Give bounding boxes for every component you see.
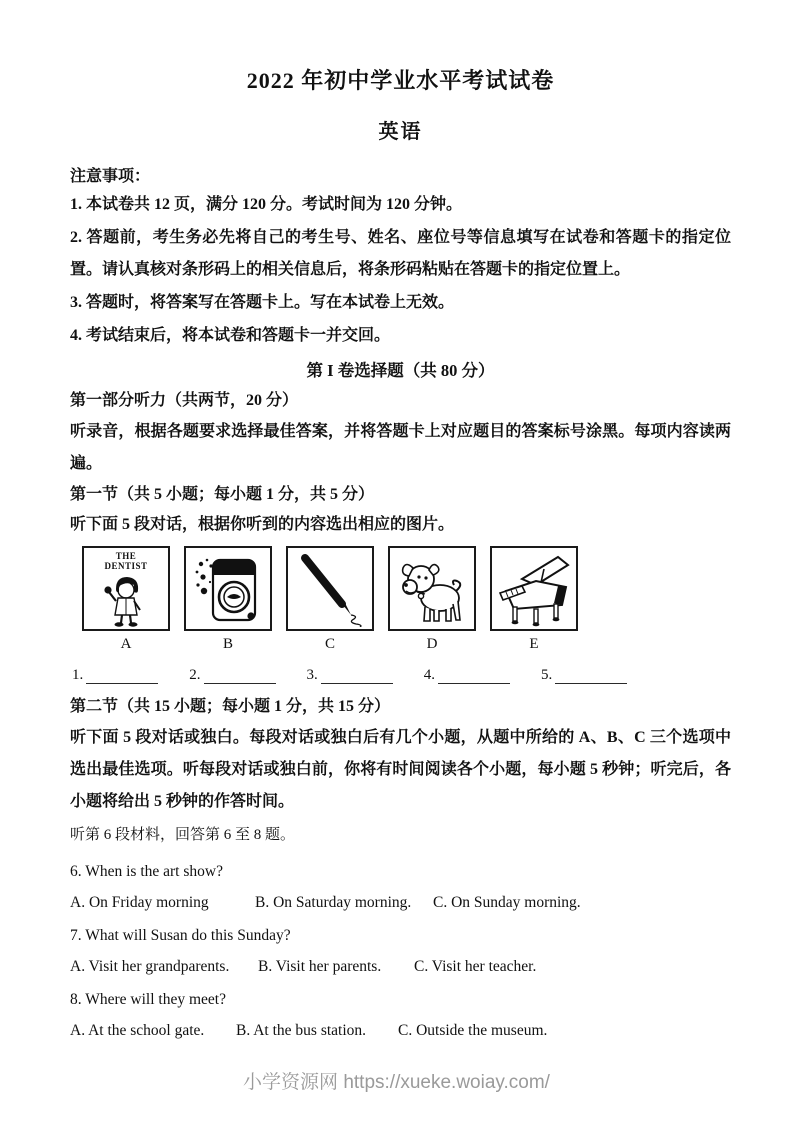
question-6-option-a: A. On Friday morning: [70, 894, 209, 911]
part1-heading: 第一部分听力（共两节，20 分）: [70, 392, 299, 409]
question-8-option-c: C. Outside the museum.: [398, 1022, 548, 1039]
question-6-text: 6. When is the art show?: [70, 863, 223, 880]
section1-2-instructions: 听下面 5 段对话或独白。每段对话或独白后有几个小题，从题中所给的 A、B、C 三个选项中选出最佳选项。听每段对话或独白前，你将有时间阅读各个小题，每小题 5 秒钟；听完后，各小题将给出 5 秒钟的作答时间。: [70, 729, 731, 810]
question-7-option-b: B. Visit her parents.: [258, 958, 382, 975]
dentist-image: [86, 571, 166, 629]
picture-label-b: B: [222, 636, 233, 652]
blank-number: 4.: [423, 667, 435, 683]
question-6-options: [70, 892, 731, 914]
picture-label-e: E: [529, 636, 539, 652]
answer-blanks-row: [72, 667, 731, 684]
question-7-option-c: C. Visit her teacher.: [414, 958, 537, 975]
answer-blank-1: [72, 667, 158, 684]
picture-label-c: C: [324, 636, 335, 652]
notices-heading: 注意事项：: [70, 168, 151, 185]
picture-row: [82, 546, 731, 653]
volume-heading: 第 I 卷选择题（共 80 分）: [306, 361, 495, 380]
blank-number: 3.: [306, 667, 318, 683]
section1-1-instructions: 听下面 5 段对话，根据你听到的内容选出相应的图片。: [70, 516, 455, 533]
picture-box-c: [286, 546, 374, 631]
question-7-text: 7. What will Susan do this Sunday?: [70, 927, 291, 944]
notice-item-4: 4. 考试结束后，将本试卷和答题卡一并交回。: [70, 327, 391, 344]
section1-2-heading: 第二节（共 15 小题；每小题 1 分，共 15 分）: [70, 698, 391, 715]
question-8-text: 8. Where will they meet?: [70, 991, 226, 1008]
answer-blank-2: [189, 667, 275, 684]
blank-line: [438, 669, 510, 684]
washing-machine-image: [188, 551, 268, 627]
picture-cell-c: [286, 546, 374, 653]
notice-item-2: 2. 答题前，考生务必先将自己的考生号、姓名、座位号等信息填写在试卷和答题卡的指定位置。请认真核对条形码上的相关信息后，将条形码粘贴在答题卡的指定位置上。: [70, 229, 731, 278]
blank-line: [555, 669, 627, 684]
question-7-option-a: A. Visit her grandparents.: [70, 958, 230, 975]
blank-number: 2.: [189, 667, 201, 683]
picture-box-b: [184, 546, 272, 631]
question-8-option-b: B. At the bus station.: [236, 1022, 367, 1039]
picture-cell-d: [388, 546, 476, 653]
picture-label-a: A: [120, 636, 132, 652]
picture-cell-b: [184, 546, 272, 653]
material-note: 听第 6 段材料，回答第 6 至 8 题。: [70, 827, 296, 843]
picture-cell-e: [490, 546, 578, 653]
blank-line: [321, 669, 393, 684]
blank-line: [86, 669, 158, 684]
pen-image: [290, 551, 370, 627]
question-8-options: [70, 1020, 731, 1042]
dog-image: [392, 551, 472, 627]
watermark-footer: 小学资源网 https://xueke.woiay.com/: [243, 1072, 550, 1093]
question-6-option-b: B. On Saturday morning.: [255, 894, 412, 911]
question-7-options: [70, 956, 731, 978]
notice-item-1: 1. 本试卷共 12 页，满分 120 分。考试时间为 120 分钟。: [70, 196, 463, 213]
picture-label-d: D: [426, 636, 438, 652]
notice-item-3: 3. 答题时，将答案写在答题卡上。写在本试卷上无效。: [70, 294, 455, 311]
page-title: 2022 年初中学业水平考试试卷: [246, 68, 555, 93]
blank-number: 5.: [541, 667, 553, 683]
picture-cell-a: [82, 546, 170, 653]
piano-image: [494, 551, 574, 627]
picture-box-d: [388, 546, 476, 631]
blank-line: [204, 669, 276, 684]
picture-box-e: [490, 546, 578, 631]
section1-1-heading: 第一节（共 5 小题；每小题 1 分，共 5 分）: [70, 486, 375, 503]
picture-box-a: [82, 546, 170, 631]
question-6-option-c: C. On Sunday morning.: [433, 894, 581, 911]
answer-blank-5: [541, 667, 627, 684]
listening-instructions: 听录音，根据各题要求选择最佳答案，并将答题卡上对应题目的答案标号涂黑。每项内容读两遍。: [70, 423, 731, 472]
answer-blank-3: [307, 667, 393, 684]
subject-title: 英语: [378, 121, 423, 143]
answer-blank-4: [424, 667, 510, 684]
blank-number: 1.: [72, 667, 84, 683]
question-8-option-a: A. At the school gate.: [70, 1022, 205, 1039]
dentist-caption: THE DENTIST: [104, 550, 148, 571]
